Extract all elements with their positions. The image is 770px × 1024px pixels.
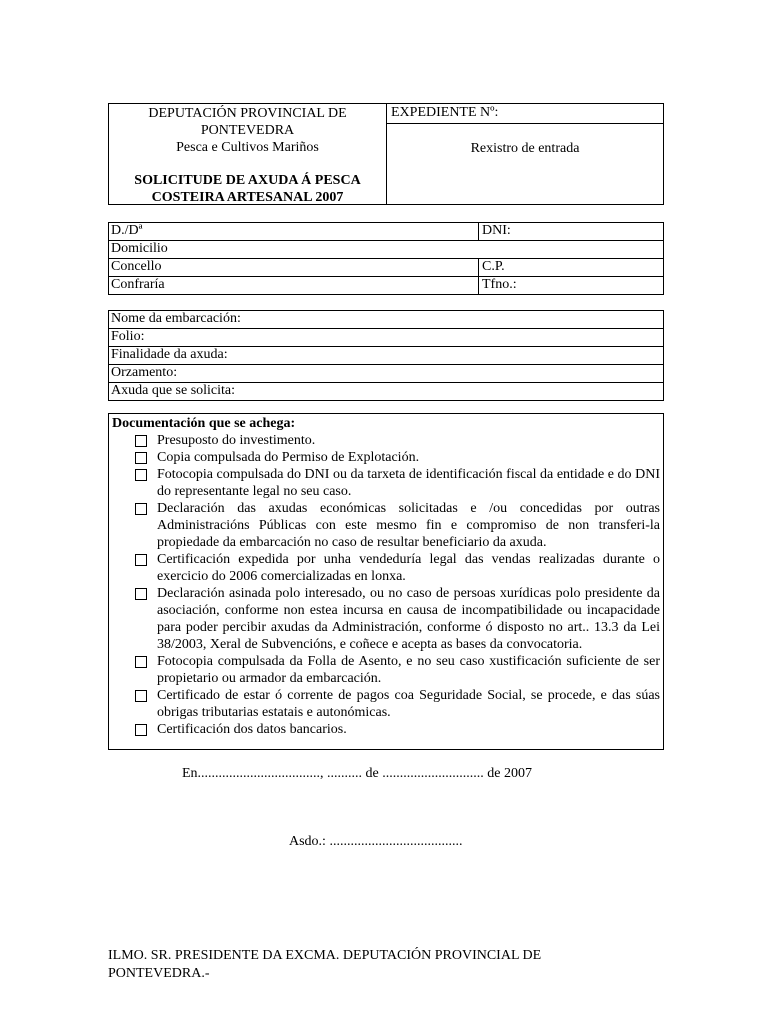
list-item — [112, 432, 660, 449]
checkbox[interactable] — [135, 588, 147, 600]
department-name: Pesca e Cultivos Mariños — [176, 140, 319, 155]
budget-field[interactable]: Orzamento: — [111, 365, 178, 380]
item-text: Declaración das axudas económicas solicitadas e /ou concedidas por outras Administracións Públicas con este mesmo fin e compromiso de non transferi-la propiedade da embarcación no caso de resultar beneficiario da axuda. — [157, 501, 660, 550]
form-title — [109, 172, 386, 206]
form-header — [108, 103, 664, 205]
municipality-field[interactable]: Concello — [111, 259, 162, 274]
checkbox[interactable] — [135, 503, 147, 515]
documentation-section — [108, 413, 664, 750]
item-text: Certificación expedida por unha vendeduría legal das vendas realizadas durante o exercicio do 2006 comercializadas en lonxa. — [157, 552, 660, 584]
dni-field[interactable]: DNI: — [478, 223, 663, 240]
org-name-line2: PONTEVEDRA — [200, 123, 295, 138]
item-text: Certificado de estar ó corrente de pagos coa Seguridade Social, se procede, e das súas obrigas tributarias estatais e autonómicas. — [157, 688, 660, 720]
aid-purpose-field[interactable]: Finalidade da axuda: — [111, 347, 228, 362]
list-item — [112, 721, 660, 738]
checkbox[interactable] — [135, 690, 147, 702]
registro-label: Rexistro de entrada — [470, 141, 580, 156]
item-text: Presuposto do investimento. — [157, 433, 316, 448]
table-row — [109, 329, 663, 347]
list-item — [112, 551, 660, 585]
checkbox[interactable] — [135, 554, 147, 566]
vessel-table — [108, 310, 664, 401]
form-title-line1: SOLICITUDE DE AXUDA Á PESCA — [134, 173, 361, 188]
checkbox[interactable] — [135, 452, 147, 464]
item-text: Certificación dos datos bancarios. — [157, 722, 347, 737]
checkbox[interactable] — [135, 724, 147, 736]
checkbox[interactable] — [135, 469, 147, 481]
item-text: Declaración asinada polo interesado, ou no caso de persoas xurídicas polo presidente da asociación, conforme non estea incursa en causa de incompatibilidade ou incapacidade para poder percibir axudas da Administración, conforme ó disposto no art.. 13.3 da Lei 38/2003, Xeral de Subvencións, e coñece e acepta as bases da convocatoria. — [157, 586, 660, 652]
form-title-line2: COSTEIRA ARTESANAL 2007 — [151, 190, 344, 205]
table-row — [109, 223, 663, 241]
header-registry-cell — [387, 104, 663, 204]
addressee: ILMO. SR. PRESIDENTE DA EXCMA. DEPUTACIÓN PROVINCIAL DE PONTEVEDRA.- — [108, 948, 542, 981]
name-field[interactable]: D./Dª — [111, 223, 143, 238]
item-text: Fotocopia compulsada do DNI ou da tarxeta de identificación fiscal da entidade e do DNI do representante legal no seu caso. — [157, 467, 660, 499]
table-row — [109, 277, 663, 294]
folio-field[interactable]: Folio: — [111, 329, 145, 344]
checkbox[interactable] — [135, 435, 147, 447]
place-date-line[interactable]: En..................................., .......... de ............................. de 2007 — [182, 766, 532, 781]
guild-field[interactable]: Confraría — [111, 277, 165, 292]
table-row — [109, 383, 663, 400]
list-item — [112, 687, 660, 721]
vessel-name-field[interactable]: Nome da embarcación: — [111, 311, 241, 326]
aid-requested-field[interactable]: Axuda que se solicita: — [111, 383, 236, 398]
list-item — [112, 466, 660, 500]
signature-line[interactable]: Asdo.: ...................................... — [289, 834, 463, 849]
header-org-cell — [109, 104, 387, 204]
postal-code-field[interactable]: C.P. — [478, 259, 663, 276]
table-row — [109, 311, 663, 329]
applicant-table — [108, 222, 664, 295]
list-item — [112, 500, 660, 551]
item-text: Fotocopia compulsada da Folla de Asento, e no seu caso xustificación suficiente de ser propietario ou armador da embarcación. — [157, 654, 660, 686]
documentation-heading: Documentación que se achega: — [112, 416, 296, 431]
checkbox[interactable] — [135, 656, 147, 668]
table-row — [109, 259, 663, 277]
org-name-line1: DEPUTACIÓN PROVINCIAL DE — [148, 106, 347, 121]
table-row — [109, 347, 663, 365]
table-row — [109, 241, 663, 259]
expediente-field[interactable]: EXPEDIENTE Nº: — [387, 104, 663, 124]
phone-field[interactable]: Tfno.: — [478, 277, 663, 294]
table-row — [109, 365, 663, 383]
address-field[interactable]: Domicilio — [111, 241, 168, 256]
list-item — [112, 653, 660, 687]
list-item — [112, 585, 660, 653]
item-text: Copia compulsada do Permiso de Explotación. — [157, 450, 420, 465]
list-item — [112, 449, 660, 466]
